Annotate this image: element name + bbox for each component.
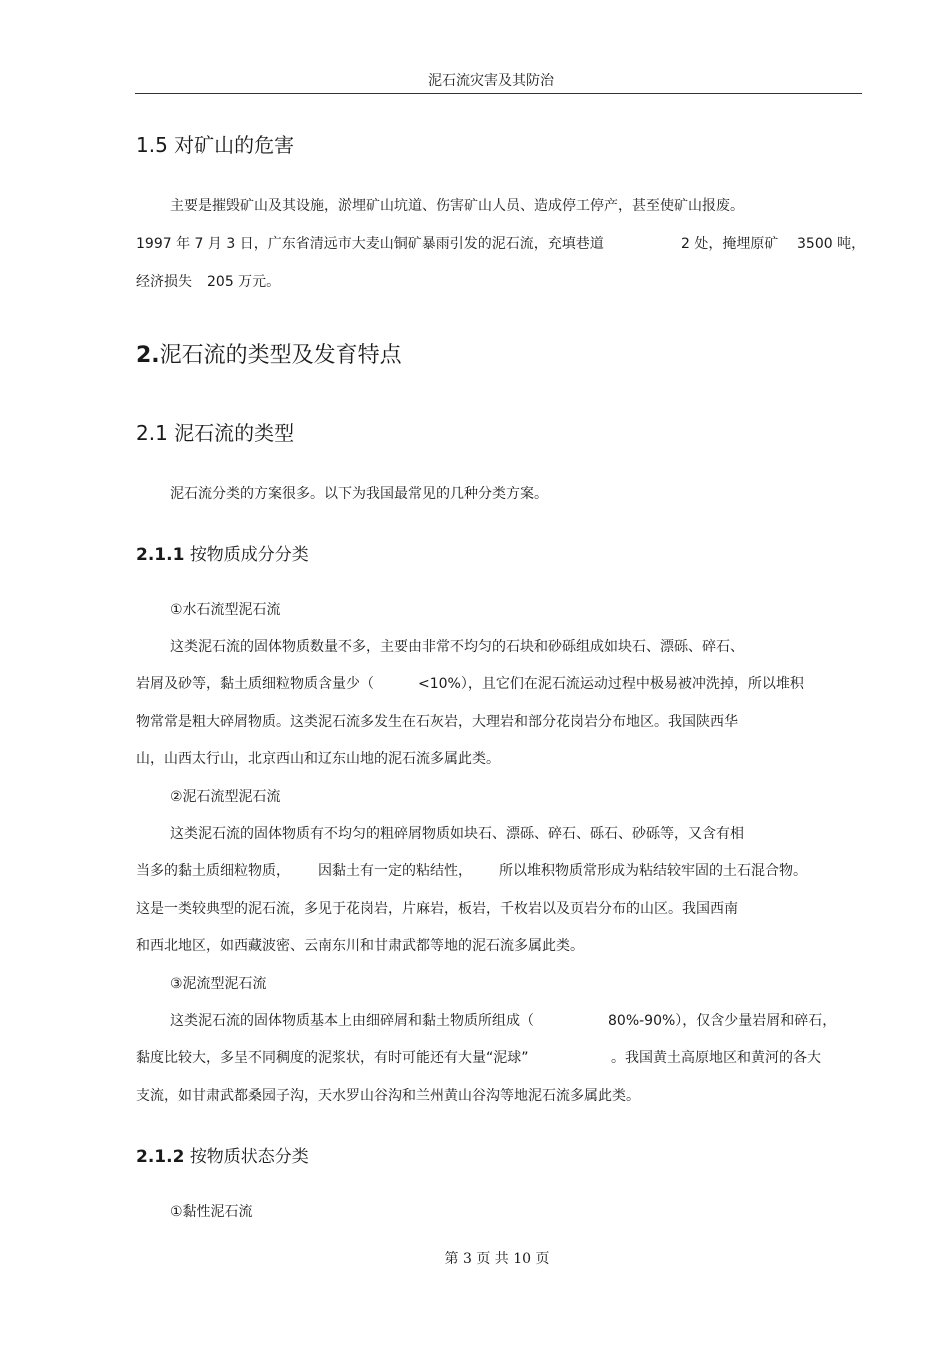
footer-total-pages: 10: [513, 1251, 532, 1267]
paragraph-line: 泥石流分类的方案很多。以下为我国最常见的几种分类方案。: [170, 486, 548, 502]
heading-text: 按物质状态分类: [189, 1147, 309, 1167]
heading-text: 泥石流的类型及发育特点: [159, 343, 402, 368]
paragraph-line: 和西北地区，如西藏波密、云南东川和甘肃武都等地的泥石流多属此类。: [136, 938, 584, 954]
heading-2-1: 2.1 泥石流的类型: [136, 421, 295, 445]
list-item-title: ②泥石流型泥石流: [170, 789, 281, 805]
running-header: 泥石流灾害及其防治: [428, 73, 554, 89]
heading-number: 2.: [136, 343, 160, 368]
paragraph-line: 当多的黏土质细粒物质，: [136, 863, 290, 879]
paragraph-line: 2 处，掩埋原矿: [681, 236, 779, 252]
header-divider: [135, 93, 862, 94]
paragraph-line: 3500 吨，: [797, 236, 866, 252]
paragraph-line: 这类泥石流的固体物质数量不多，主要由非常不均匀的石块和砂砾组成如块石、漂砾、碎石、: [170, 639, 744, 655]
footer-page-number: 3: [462, 1251, 472, 1267]
paragraph-line: 黏度比较大，多呈不同稠度的泥浆状，有时可能还有大量“泥球”: [136, 1050, 529, 1066]
paragraph-line: <10%），且它们在泥石流运动过程中极易被冲洗掉，所以堆积: [418, 676, 804, 692]
paragraph-line: 物常常是粗大碎屑物质。这类泥石流多发生在石灰岩，大理岩和部分花岗岩分布地区。我国陕西华: [136, 714, 738, 730]
list-item-title: ③泥流型泥石流: [170, 976, 267, 992]
heading-2-1-1: [136, 540, 309, 565]
footer-page-word: 页: [476, 1251, 491, 1267]
paragraph-line: 经济损失: [136, 274, 192, 290]
paragraph-line: 这是一类较典型的泥石流，多见于花岗岩，片麻岩，板岩，千枚岩以及页岩分布的山区。我国西南: [136, 901, 738, 917]
paragraph-line: 1997 年 7 月 3 日，广东省清远市大麦山铜矿暴雨引发的泥石流，充填巷道: [136, 236, 604, 252]
heading-2: [136, 338, 402, 369]
paragraph-line: 。我国黄土高原地区和黄河的各大: [611, 1050, 821, 1066]
paragraph-line: 岩屑及砂等，黏土质细粒物质含量少（: [136, 676, 374, 692]
paragraph-line: 因黏土有一定的粘结性，: [318, 863, 472, 879]
paragraph-line: 支流，如甘肃武都桑园子沟，天水罗山谷沟和兰州黄山谷沟等地泥石流多属此类。: [136, 1088, 640, 1104]
paragraph-line: 这类泥石流的固体物质基本上由细碎屑和黏土物质所组成（: [170, 1013, 534, 1029]
list-item-title: ①黏性泥石流: [170, 1204, 253, 1220]
paragraph-line: 这类泥石流的固体物质有不均匀的粗碎屑物质如块石、漂砾、碎石、砾石、砂砾等，又含有相: [170, 826, 744, 842]
heading-2-1-2: [136, 1142, 309, 1167]
paragraph-line: 主要是摧毁矿山及其设施，淤埋矿山坑道、伤害矿山人员、造成停工停产，甚至使矿山报废。: [170, 198, 744, 214]
paragraph-line: 205 万元。: [207, 274, 281, 290]
page-footer: [0, 1248, 950, 1268]
list-item-title: ①水石流型泥石流: [170, 602, 281, 618]
footer-prefix: 第: [444, 1251, 459, 1267]
footer-suffix: 页: [535, 1251, 550, 1267]
paragraph-line: 80%-90%），仅含少量岩屑和碎石，: [608, 1013, 837, 1029]
paragraph-line: 所以堆积物质常形成为粘结较牢固的土石混合物。: [499, 863, 807, 879]
heading-number: 2.1.2: [136, 1147, 185, 1167]
heading-1-5: 1.5 对矿山的危害: [136, 133, 295, 157]
heading-text: 按物质成分分类: [189, 545, 309, 565]
footer-total-prefix: 共: [494, 1251, 509, 1267]
paragraph-line: 山，山西太行山，北京西山和辽东山地的泥石流多属此类。: [136, 751, 500, 767]
heading-number: 2.1.1: [136, 545, 185, 565]
